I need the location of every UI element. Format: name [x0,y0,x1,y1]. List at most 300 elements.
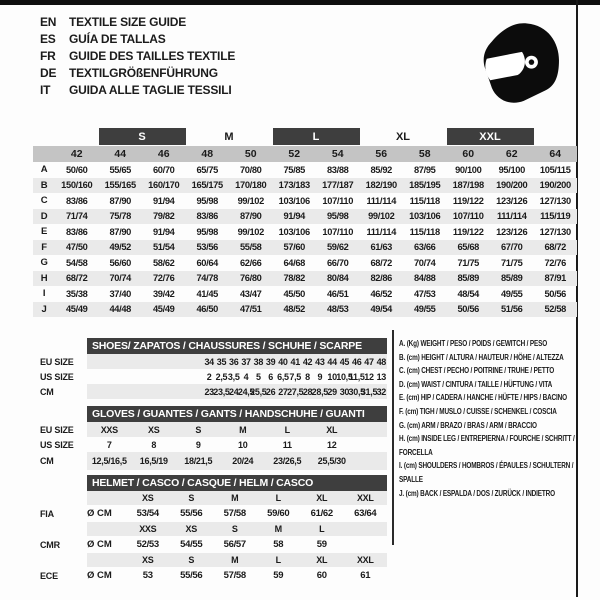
size-column-header: 64 [549,148,562,160]
size-cell: 85/92 [370,164,392,175]
helmet-table-body [40,491,387,584]
helmet-icon [478,20,566,106]
helmet-value-cell: 59/60 [267,508,290,519]
legend-item: J. (cm) BACK / ESPALDA / DOS / ZURÜCK / INDIETRO [399,488,555,498]
size-table-row [33,193,577,209]
size-cell: 150/160 [61,180,93,191]
value-cell: 2,5 [215,371,228,382]
legend-item: F. (cm) TIGH / MUSLO / CUISSE / SCHENKEL / COSCIA [399,406,557,416]
helmet-size-cell: XXL [356,555,374,565]
value-cell: 3,5 [227,371,240,382]
size-cell: 71/75 [457,257,479,268]
row-label: US SIZE [40,371,74,382]
size-table-row [33,255,577,271]
size-cell: 46/50 [196,304,218,315]
value-cell: 27 [278,386,288,397]
size-cell: 41/45 [196,288,218,299]
legend-item: H. (cm) INSIDE LEG / ENTREPIERNA / FOURCHE / SCHRITT / FORCELLA [399,434,575,457]
language-row [40,64,235,81]
value-cell: 28,5 [311,386,328,397]
language-title: GUIDE DES TAILLES TEXTILE [69,48,236,63]
size-cell: 75/78 [109,211,131,222]
size-cell: 76/80 [239,273,262,284]
size-group-m: M [224,130,234,143]
standard-label: ECE [40,570,58,581]
size-cell: 48/52 [283,304,305,315]
size-cell: 83/86 [196,211,218,222]
helmet-value-cell: 60 [316,570,327,581]
size-cell: 119/122 [452,226,484,237]
size-cell: 66/70 [326,257,349,268]
row-label [40,491,87,505]
helmet-size-cell: L [319,524,325,534]
size-cell: 35/38 [65,288,88,299]
language-title: TEXTILGRÖßENFÜHRUNG [69,65,218,80]
size-cell: 123/126 [496,195,528,206]
value-cell: 30,5 [348,386,365,397]
standard-label: FIA [40,508,54,519]
legend-item: A. (Kg) WEIGHT / PESO / POIDS / GEWITCH / PESO [399,339,548,348]
measure-letter: I [42,288,46,300]
size-cell: 52/58 [544,304,566,315]
size-cell: 123/126 [496,226,528,237]
row-cells [87,522,387,536]
size-cell: 74/78 [196,273,218,284]
size-column-header: 54 [331,148,344,160]
size-cell: 63/66 [413,242,436,253]
size-cell: 115/118 [409,195,440,206]
value-cell: 44 [327,356,337,367]
size-cell: 85/89 [457,273,479,284]
value-cell: 36 [229,356,239,367]
row-cells [87,422,387,437]
value-cell: M [239,424,247,435]
size-cell: 48/53 [326,304,349,315]
size-cell: 173/183 [278,180,310,191]
language-title: GUÍA DE TALLAS [69,31,166,46]
size-cell: 46/51 [326,288,349,299]
helmet-size-cell: M [231,555,239,565]
helmet-value-cell: 63/64 [354,508,377,519]
language-row [40,13,235,30]
value-cell: 10 [238,439,248,450]
size-cell: 107/110 [322,195,354,206]
size-cell: 79/82 [152,211,175,222]
size-column-header: 62 [505,148,518,160]
value-cell: XL [326,424,338,435]
top-border [0,0,600,5]
size-column-header: 50 [244,148,257,160]
sub-table-row [40,384,387,399]
value-cell: 23/26,5 [273,456,302,466]
row-label: EU SIZE [40,424,74,435]
legend-item: B. (cm) HEIGHT / ALTURA / HAUTEUR / HÖHE / ALTEZZA [399,352,564,362]
value-cell: 26 [265,386,276,397]
size-column-header: 44 [114,148,127,160]
size-cell: 80/84 [326,273,349,284]
helmet-table [40,475,387,584]
size-cell: 119/122 [452,195,484,206]
helmet-value-cell: 59 [316,539,327,550]
size-cell: 90/100 [455,164,482,175]
size-cell: 59/62 [326,242,349,253]
value-cell: 11,5 [348,371,365,382]
size-cell: 111/114 [366,195,397,206]
size-cell: 67/70 [500,242,523,253]
row-cells [87,452,387,470]
size-column-header: 56 [375,148,388,160]
size-cell: 99/102 [368,211,395,222]
helmet-size-cell: XS [185,524,197,534]
size-cell: 170/180 [235,180,267,191]
helmet-size-cell: XXL [356,493,374,503]
size-cell: 87/95 [413,164,436,175]
value-cell: 10 [327,371,337,382]
size-table-row [33,224,577,240]
size-cell: 115/119 [540,211,571,222]
legend-item: D. (cm) WAIST / CINTURA / TAILLE / HÜFTUNG / VITA [399,379,553,389]
value-cell: 5 [255,371,261,382]
size-cell: 87/90 [239,211,262,222]
diameter-unit-label: Ø CM [87,570,112,581]
row-label [40,553,87,567]
size-cell: 127/130 [539,195,571,206]
size-cell: 91/94 [152,195,175,206]
row-label: CM [40,386,54,397]
size-group-xxl: XXL [447,128,534,145]
language-title: GUIDA ALLE TAGLIE TESSILI [69,82,232,97]
diameter-unit-label: Ø CM [87,508,112,519]
size-column-header: 60 [462,148,475,160]
helmet-value-row [40,536,387,553]
helmet-value-row [40,505,387,522]
value-cell: 20/24 [232,456,254,466]
size-cell: 155/165 [104,180,136,191]
size-cell: 160/170 [148,180,180,191]
size-cell: 85/89 [500,273,523,284]
size-cell: 58/62 [152,257,175,268]
size-cell: 50/56 [457,304,479,315]
helmet-value-cell: 53/54 [136,508,159,519]
measurement-legend [399,337,579,500]
value-cell: 24,5 [237,386,255,397]
size-cell: 71/75 [500,257,523,268]
size-cell: 49/54 [370,304,392,315]
language-title: TEXTILE SIZE GUIDE [69,14,187,29]
value-cell: 27,5 [287,386,304,397]
standard-label: CMR [40,539,60,550]
value-cell: 23,5 [213,386,230,397]
helmet-value-cell: 58 [273,539,284,550]
helmet-size-band-row [40,491,387,505]
value-cell: L [284,424,290,435]
value-cell: S [195,424,202,435]
helmet-size-band-row [40,522,387,536]
size-cell: 37/40 [109,288,131,299]
legend-item: G. (cm) ARM / BRAZO / BRAS / ARM / BRACCIO [399,420,537,430]
diameter-unit-label: Ø CM [87,539,112,550]
size-cell: 50/56 [544,288,566,299]
size-cell: 56/60 [109,257,131,268]
language-row [40,30,235,47]
size-cell: 91/94 [152,226,175,237]
value-cell: 31,5 [360,386,378,397]
size-cell: 95/100 [498,164,525,175]
size-group-l: L [273,128,360,145]
value-cell: 41 [290,356,300,367]
helmet-table-title: HELMET / CASCO / CASQUE / HELM / CASCO [87,475,387,491]
size-column-header: 46 [157,148,170,160]
shoes-table [40,338,387,399]
helmet-value-cell: 55/56 [180,570,203,581]
row-cells [87,536,387,553]
value-cell: 46 [352,356,362,367]
size-cell: 71/74 [65,211,88,222]
size-cell: 55/58 [239,242,262,253]
value-cell: 4 [243,371,249,382]
size-cell: 60/70 [152,164,175,175]
value-cell: 42 [302,356,313,367]
size-cell: 43/47 [239,288,262,299]
gloves-table-title: GLOVES / GUANTES / GANTS / HANDSCHUHE / GUANTI [87,406,387,422]
value-cell: 13 [376,371,387,382]
size-cell: 65/68 [457,242,479,253]
size-cell: 45/49 [65,304,88,315]
helmet-size-cell: L [275,493,281,503]
shoes-table-title: SHOES/ ZAPATOS / CHAUSSURES / SCHUHE / SCARPE [87,338,387,354]
size-cell: 48/54 [457,288,479,299]
row-cells [87,437,387,452]
legend-item: E. (cm) HIP / CADERA / HANCHE / HÜFTE / HIPS / BACINO [399,393,567,403]
measure-letter: E [41,226,47,238]
size-table-row [33,209,577,225]
size-cell: 82/86 [370,273,392,284]
value-cell: 43 [315,356,325,367]
size-cell: 47/53 [413,288,436,299]
size-cell: 55/65 [109,164,131,175]
size-table-row [33,271,577,287]
helmet-size-cell: XS [142,493,154,503]
size-cell: 54/58 [65,257,88,268]
helmet-size-cell: S [231,524,238,534]
helmet-value-cell: 59 [273,570,284,581]
value-cell: 37 [241,356,251,367]
value-cell: XXS [100,424,118,435]
value-cell: 39 [265,356,276,367]
sub-table-row [40,437,387,452]
shoes-table-body [40,354,387,399]
value-cell: 23 [204,386,214,397]
size-cell: 60/64 [196,257,218,268]
size-cell: 103/106 [278,226,310,237]
size-group-xl: XL [395,130,411,143]
measure-letter: F [41,241,47,253]
value-cell: 2 [206,371,212,382]
size-cell: 190/200 [539,180,571,191]
helmet-size-cell: XXS [139,524,157,534]
value-cell: 45 [339,356,350,367]
size-cell: 51/54 [152,242,175,253]
size-group-s: S [99,128,186,145]
helmet-size-cell: M [231,493,239,503]
size-cell: 103/106 [278,195,310,206]
size-cell: 68/72 [544,242,566,253]
helmet-value-cell: 54/55 [180,539,203,550]
value-cell: 11 [282,439,292,450]
language-title-list [40,13,235,98]
size-cell: 51/56 [500,304,523,315]
helmet-value-cell: 56/57 [223,539,246,550]
value-cell: 40 [278,356,288,367]
size-table-row [33,302,577,318]
size-column-header: 52 [288,148,301,160]
value-cell: 28 [302,386,313,397]
size-cell: 44/48 [109,304,131,315]
helmet-size-cell: XL [316,555,328,565]
value-cell: 8 [151,439,157,450]
language-code: IT [40,82,51,97]
size-cell: 107/110 [322,226,354,237]
size-cell: 99/102 [237,226,264,237]
size-cell: 57/60 [283,242,305,253]
value-cell: 18/21,5 [184,456,213,466]
helmet-value-cell: 53 [142,570,153,581]
value-cell: 30 [339,386,350,397]
size-table-row [33,162,577,178]
helmet-size-cell: XL [316,493,328,503]
size-cell: 62/66 [239,257,262,268]
value-cell: 25,5/30 [317,456,346,466]
value-cell: 35 [216,356,227,367]
size-cell: 83/88 [326,164,349,175]
value-cell: 9 [195,439,201,450]
sub-table-row [40,354,387,369]
language-code: DE [40,65,57,80]
row-cells [87,491,387,505]
row-cells [87,505,387,522]
size-cell: 39/42 [152,288,175,299]
value-cell: 10,5 [336,371,353,382]
language-row [40,47,235,64]
size-cell: 68/72 [65,273,88,284]
value-cell: 29 [327,386,337,397]
value-cell: 9 [317,371,323,382]
legend-item: I. (cm) SHOULDERS / HOMBROS / ÉPAULES / SCHULTERN / SPALLE [399,461,574,484]
size-cell: 68/72 [370,257,392,268]
size-cell: 65/75 [196,164,218,175]
helmet-size-cell: S [188,555,195,565]
size-cell: 99/102 [237,195,264,206]
language-code: EN [40,14,57,29]
value-cell: 12 [327,439,337,450]
value-cell: 47 [364,356,374,367]
helmet-size-cell: XS [142,555,154,565]
size-cell: 185/195 [409,180,441,191]
size-cell: 107/110 [452,211,484,222]
size-cell: 78/82 [283,273,305,284]
measure-letter: B [40,179,48,191]
size-cell: 45/49 [152,304,175,315]
row-label [40,522,87,536]
size-table-row [33,178,577,194]
value-cell: 6 [268,371,273,382]
row-label: US SIZE [40,439,74,450]
value-cell: 32 [376,386,387,397]
row-label: CM [40,456,54,466]
size-cell: 91/94 [283,211,305,222]
language-row [40,81,235,98]
value-cell: 7,5 [289,371,302,382]
measure-letter: H [40,272,48,284]
size-cell: 111/114 [496,211,527,222]
language-code: FR [40,48,56,63]
size-header-spacer [33,146,55,162]
size-cell: 50/60 [65,164,88,175]
language-code: ES [40,31,56,46]
value-cell: 6,5 [277,371,289,382]
size-table-row [33,240,577,256]
size-group-row [33,128,577,146]
helmet-value-cell: 61 [360,570,371,581]
size-cell: 165/175 [191,180,223,191]
measure-letter: C [40,195,48,207]
gloves-table-body [40,422,387,470]
size-cell: 111/114 [366,226,397,237]
sub-table-row [40,369,387,384]
measure-letter: A [40,164,48,176]
gloves-table [40,406,387,470]
sub-table-row [40,422,387,437]
size-cell: 47/50 [65,242,88,253]
size-cell: 72/76 [544,257,566,268]
size-table-body [33,162,577,317]
measure-letter: J [41,303,47,315]
helmet-value-cell: 55/56 [180,508,203,519]
helmet-size-band-row [40,553,387,567]
value-cell: 24 [229,386,239,397]
helmet-size-cell: S [188,493,195,503]
size-number-header-row [33,146,577,162]
size-cell: 46/52 [370,288,392,299]
size-cell: 49/55 [500,288,523,299]
row-cells [87,567,387,584]
size-cell: 115/118 [409,226,440,237]
helmet-value-row [40,567,387,584]
size-cell: 87/90 [109,195,131,206]
size-cell: 87/90 [109,226,131,237]
size-column-header: 42 [70,148,83,160]
measure-letter: D [40,210,48,222]
size-cell: 84/88 [413,273,436,284]
measure-letter: G [40,257,48,269]
size-cell: 45/50 [283,288,305,299]
value-cell: 12,5/16,5 [91,456,127,466]
legend-item: C. (cm) CHEST / PECHO / POITRINE / TRUHE / PETTO [399,366,555,376]
row-cells [87,553,387,567]
size-cell: 70/80 [239,164,262,175]
size-table-row [33,286,577,302]
helmet-size-cell: L [275,555,281,565]
size-cell: 95/98 [326,211,349,222]
size-cell: 103/106 [409,211,441,222]
size-cell: 75/85 [283,164,305,175]
size-cell: 190/200 [496,180,528,191]
size-cell: 49/52 [109,242,131,253]
value-cell: 48 [376,356,387,367]
size-cell: 87/91 [544,273,566,284]
size-cell: 83/86 [65,226,88,237]
value-cell: 25,5 [250,386,267,397]
